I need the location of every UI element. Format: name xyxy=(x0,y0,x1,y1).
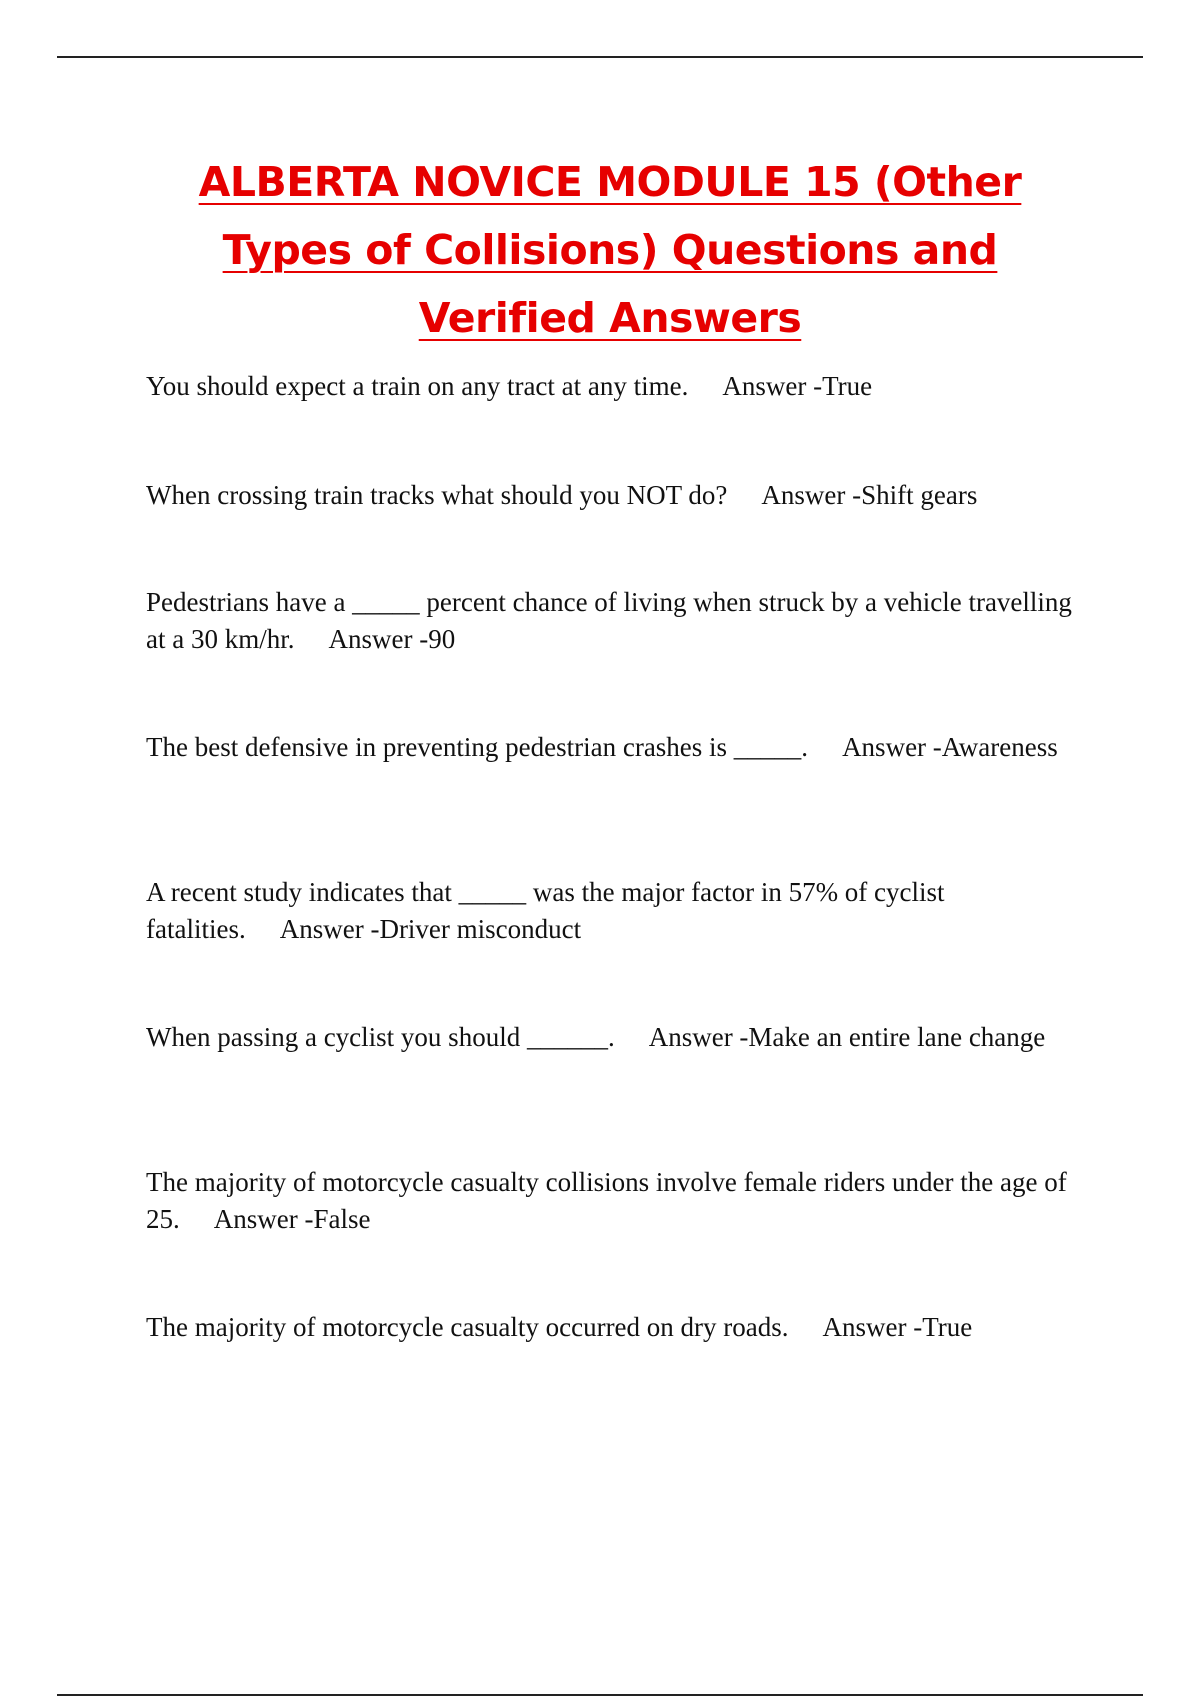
answer-text: Answer -Awareness xyxy=(842,732,1058,762)
qa-item xyxy=(146,1309,1076,1346)
qa-item xyxy=(146,368,1076,405)
question-text: The majority of motorcycle casualty collisions involve female riders under the age of 25. xyxy=(146,1167,1067,1234)
question-text: When crossing train tracks what should you NOT do? xyxy=(146,480,728,510)
qa-item xyxy=(146,729,1076,766)
question-text: You should expect a train on any tract at any time. xyxy=(146,371,689,401)
question-text: Pedestrians have a _____ percent chance of living when struck by a vehicle travelling at a 30 km/hr. xyxy=(146,587,1072,654)
answer-text: Answer -Shift gears xyxy=(761,480,978,510)
answer-text: Answer -True xyxy=(822,1312,973,1342)
answer-text: Answer -Driver misconduct xyxy=(279,914,582,944)
answer-text: Answer -90 xyxy=(328,624,456,654)
answer-text: Answer -Make an entire lane change xyxy=(648,1022,1046,1052)
question-text: The majority of motorcycle casualty occurred on dry roads. xyxy=(146,1312,789,1342)
bottom-rule xyxy=(57,1694,1143,1696)
document-title: ALBERTA NOVICE MODULE 15 (Other Types of Collisions) Questions and Verified Answers xyxy=(198,158,1022,342)
qa-item xyxy=(146,477,1076,514)
qa-item xyxy=(146,1164,1076,1238)
qa-item xyxy=(146,584,1076,658)
question-text: A recent study indicates that _____ was the major factor in 57% of cyclist fatalities. xyxy=(146,877,945,944)
qa-item xyxy=(146,874,1076,948)
qa-item xyxy=(146,1019,1076,1056)
answer-text: Answer -True xyxy=(722,371,873,401)
question-text: The best defensive in preventing pedestrian crashes is _____. xyxy=(146,732,809,762)
answer-text: Answer -False xyxy=(213,1204,371,1234)
question-text: When passing a cyclist you should ______. xyxy=(146,1022,615,1052)
